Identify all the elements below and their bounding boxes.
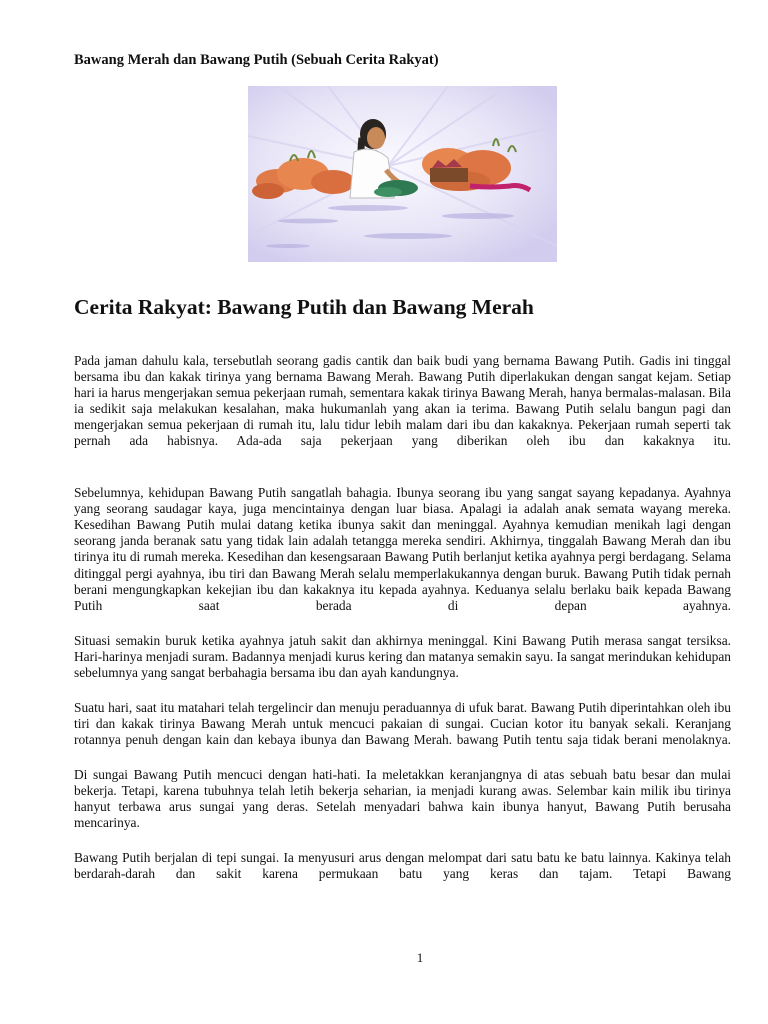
page-number: 1	[416, 950, 424, 965]
document-title: Bawang Merah dan Bawang Putih (Sebuah Cerita Rakyat)	[74, 52, 439, 68]
story-paragraph: Pada jaman dahulu kala, tersebutlah seorang gadis cantik dan baik budi yang bernama Bawang Putih. Gadis ini tinggal bersama ibu dan kakak tirinya yang bernama Bawang Merah. Bawang Putih diperlakukan dengan sangat kejam. Setiap hari ia harus mengerjakan semua pekerjaan rumah, sementara kakak tirinya Bawang Merah, hanya bermalas-malasan. Bila ia sedikit saja melakukan kesalahan, maka hukumanlah yang akan ia terima. Bawang Putih selalu bangun pagi dan mengerjakan semua pekerjaan di rumah itu, lalu tidur lebih malam dari ibu dan kakaknya. Pekerjaan rumah seperti tak pernah ada habisnya. Ada-ada saja pekerjaan yang diberikan oleh ibu dan kakaknya itu.	[74, 353, 731, 449]
girl-washing-clothes-at-river-illustration	[248, 86, 557, 262]
story-paragraph: Sebelumnya, kehidupan Bawang Putih sangatlah bahagia. Ibunya seorang ibu yang sangat sayang kepadanya. Ayahnya yang seorang saudagar kaya, juga mencintainya dengan luar biasa. Apalagi ia adalah anak semata wayang mereka. Kesedihan Bawang Putih mulai datang ketika ibunya sakit dan meninggal. Ayahnya kemudian menikah lagi dengan seorang janda beranak satu yang tidak lain adalah tetangga mereka sendiri. Akhirnya, tinggalah Bawang Merah dan ibu tirinya itu di rumah mereka. Kesedihan dan kesengsaraan Bawang Putih berlanjut ketika ayahnya pergi berdagang. Selama ditinggal pergi ayahnya, ibu tiri dan Bawang Merah selalu memperlakukannya dengan buruk. Bawang Putih tidak pernah berani mengungkapkan kekejian ibu dan kakaknya itu kepada ayahnya. Keduanya selalu berlaku baik kepada Bawang Putih saat berada di depan ayahnya.	[74, 485, 731, 613]
story-paragraph: Situasi semakin buruk ketika ayahnya jatuh sakit dan akhirnya meninggal. Kini Bawang Putih merasa sangat tersiksa. Hari-harinya menjadi suram. Badannya menjadi kurus kering dan matanya semakin sayu. Ia sangat merindukan kehidupan sebelumnya yang sangat berbahagia bersama ibu dan ayah kandungnya.	[74, 632, 731, 680]
story-paragraph: Suatu hari, saat itu matahari telah tergelincir dan menuju peraduannya di ufuk barat. Bawang Putih diperintahkan oleh ibu tiri dan kakak tirinya Bawang Merah untuk mencuci pakaian di sungai. Cucian kotor itu banyak sekali. Keranjang rotannya penuh dengan kain dan kebaya ibunya dan Bawang Merah. bawang Putih tentu saja tidak berani menolaknya.	[74, 699, 731, 747]
story-paragraph: Di sungai Bawang Putih mencuci dengan hati-hati. Ia meletakkan keranjangnya di atas sebuah batu besar dan mulai bekerja. Tetapi, karena tubuhnya telah letih bekerja seharian, ia menjadi kurang awas. Selembar kain milik ibu tirinya hanyut terbawa arus sungai yang deras. Setelah menyadari bahwa kain ibunya hanyut, Bawang Putih berusaha mencarinya.	[74, 766, 731, 831]
story-body	[74, 353, 731, 882]
story-paragraph: Bawang Putih berjalan di tepi sungai. Ia menyusuri arus dengan melompat dari satu batu ke batu lainnya. Kakinya telah berdarah-darah dan sakit karena permukaan batu yang keras dan tajam. Tetapi Bawang	[74, 850, 731, 882]
story-heading: Cerita Rakyat: Bawang Putih dan Bawang Merah	[74, 295, 534, 319]
